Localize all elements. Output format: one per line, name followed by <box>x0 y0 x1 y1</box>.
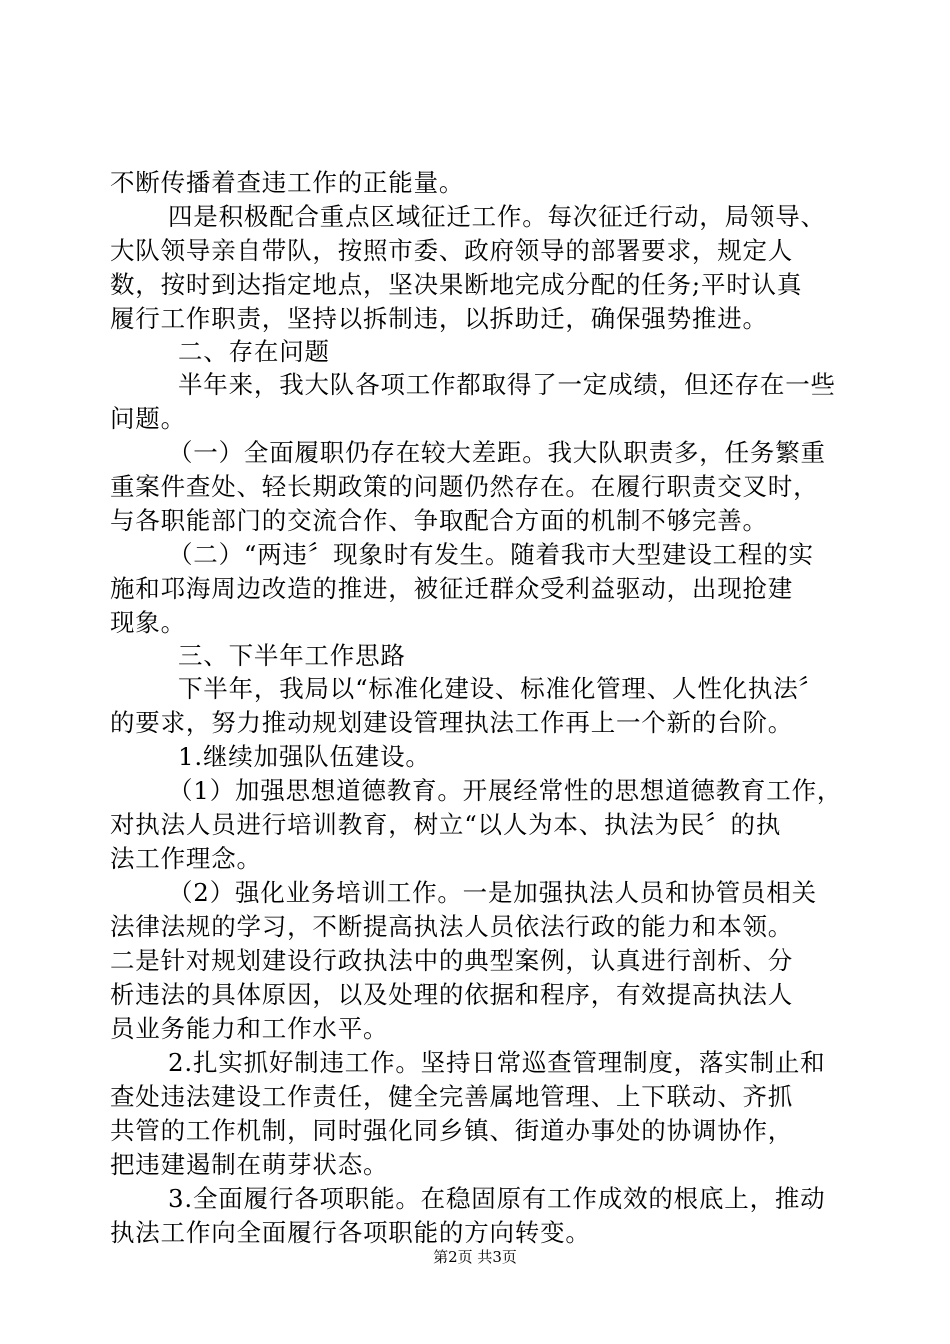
text-line: 现象。 <box>110 608 186 637</box>
text-line: 析违法的具体原因，以及处理的依据和程序，有效提高执法人 <box>110 980 794 1009</box>
text-line: 不断传播着查违工作的正能量。 <box>110 168 465 197</box>
text-line: 查处违法建设工作责任，健全完善属地管理、上下联动、齐抓 <box>110 1082 794 1111</box>
text-line: 员业务能力和工作水平。 <box>110 1014 389 1043</box>
section-heading: 三、下半年工作思路 <box>178 641 406 670</box>
text-line: 半年来，我大队各项工作都取得了一定成绩，但还存在一些 <box>178 370 836 399</box>
text-line: 数，按时到达指定地点，坚决果断地完成分配的任务;平时认真 <box>110 270 803 299</box>
text-line: （2）强化业务培训工作。一是加强执法人员和协管员相关 <box>168 878 817 907</box>
text-line: 执法工作向全面履行各项职能的方向转变。 <box>110 1218 591 1247</box>
text-line: 共管的工作机制，同时强化同乡镇、街道办事处的协调协作， <box>110 1116 794 1145</box>
text-line: 施和邛海周边改造的推进，被征迁群众受利益驱动，出现抢建 <box>110 574 794 603</box>
text-line: 把违建遏制在萌芽状态。 <box>110 1150 389 1179</box>
text-line: 对执法人员进行培训教育，树立“以人为本、执法为民〞的执 <box>110 810 782 839</box>
text-line: 与各职能部门的交流合作、争取配合方面的机制不够完善。 <box>110 506 768 535</box>
text-line: （1）加强思想道德教育。开展经常性的思想道德教育工作， <box>168 776 843 805</box>
text-line: 3.全面履行各项职能。在稳固原有工作成效的根底上，推动 <box>168 1184 826 1213</box>
text-line: 履行工作职责，坚持以拆制违，以拆助迁，确保强势推进。 <box>110 304 768 333</box>
text-line: 二是针对规划建设行政执法中的典型案例，认真进行剖析、分 <box>110 946 794 975</box>
document-body <box>110 166 843 1250</box>
text-line: 重案件查处、轻长期政策的问题仍然存在。在履行职责交叉时， <box>110 472 819 501</box>
text-line: 1.继续加强队伍建设。 <box>178 742 431 771</box>
text-line: 的要求，努力推动规划建设管理执法工作再上一个新的台阶。 <box>110 708 794 737</box>
page-footer: 第2页 共3页 <box>433 1248 517 1266</box>
text-line: （一）全面履职仍存在较大差距。我大队职责多，任务繁重 <box>168 438 826 467</box>
text-line: 四是积极配合重点区域征迁工作。每次征迁行动，局领导、 <box>168 202 826 231</box>
text-line: 2.扎实抓好制违工作。坚持日常巡查管理制度，落实制止和 <box>168 1048 826 1077</box>
text-line: 问题。 <box>110 404 186 433</box>
text-line: 法律法规的学习，不断提高执法人员依法行政的能力和本领。 <box>110 912 794 941</box>
text-line: 大队领导亲自带队，按照市委、政府领导的部署要求，规定人 <box>110 236 794 265</box>
text-line: 下半年，我局以“标准化建设、标准化管理、人性化执法〞 <box>178 674 824 703</box>
section-heading: 二、存在问题 <box>178 337 330 366</box>
text-line: （二）“两违〞现象时有发生。随着我市大型建设工程的实 <box>168 540 814 569</box>
text-line: 法工作理念。 <box>110 844 262 873</box>
